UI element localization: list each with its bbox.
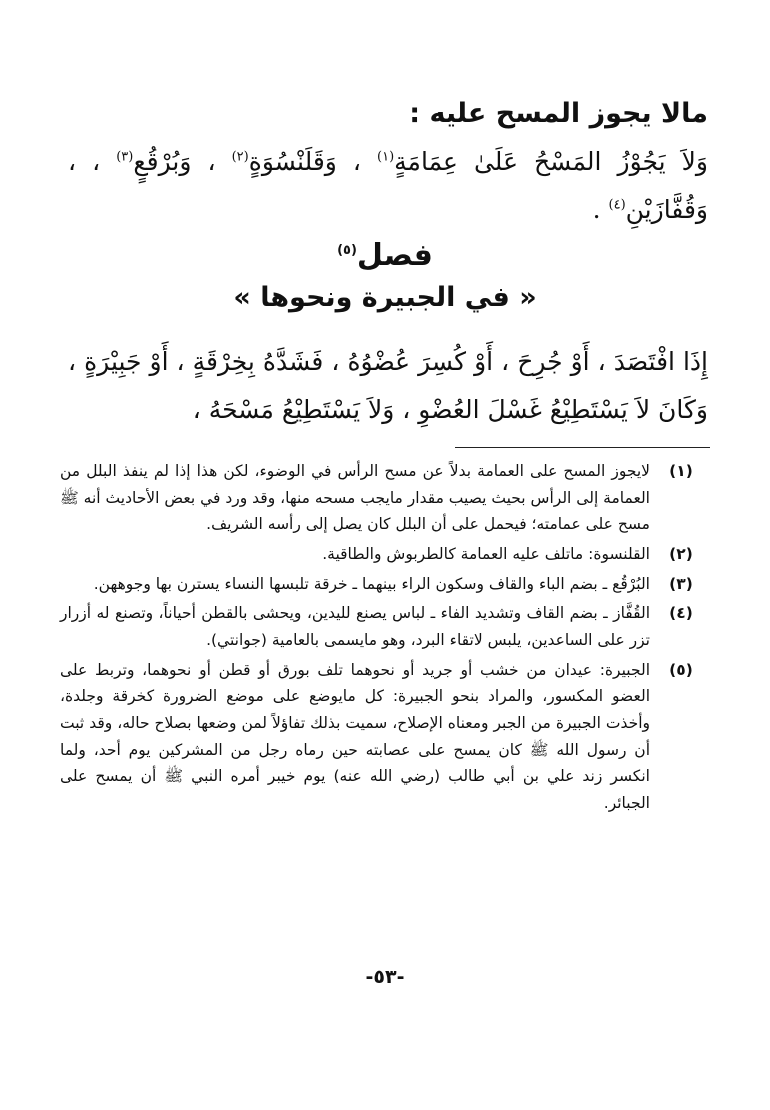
footnote-text: القلنسوة: ماتلف عليه العمامة كالطربوش والطاقية. <box>322 544 650 563</box>
main-text-fragment: وَلاَ يَجُوْزُ المَسْحُ عَلَىٰ عِمَامَةٍ <box>394 147 708 176</box>
footnote-number: (٣) <box>669 574 693 593</box>
footnotes-list <box>60 458 712 820</box>
footnote-ref-4: (٤) <box>608 197 626 213</box>
page-number: -٥٣- <box>365 966 405 988</box>
footnote-ref-1: (١) <box>377 149 395 165</box>
footnote-ref-3: (٣) <box>116 149 134 165</box>
footnote-number: (١) <box>669 462 693 480</box>
footnote-divider <box>455 447 710 448</box>
footnote-item <box>60 458 712 538</box>
main-text-paragraph-2: إِذَا افْتَصَدَ ، أَوْ جُرِحَ ، أَوْ كُسِرَ عُضْوُهُ ، فَشَدَّهُ بِخِرْقَةٍ ، أَوْ جَبِيْرَةٍ ، وَكَانَ لاَ يَسْتَطِيْعُ غَسْلَ العُضْوِ ، وَلاَ يَسْتَطِيْعُ مَسْحَهُ ، <box>68 347 708 424</box>
main-text-fragment: ، وَقَلَنْسُوَةٍ <box>248 147 361 176</box>
footnote-text: لايجوز المسح على العمامة بدلاً عن مسح الرأس في الوضوء، لكن هذا إذا لم ينفذ البلل من العمامة إلى الرأس بحيث يصيب مقدار مايجب مسحه منها، وقد ورد في بعض الأحاديث أنه ﷺ مسح على عمامته؛ فيحمل على أن البلل كان يصل إلى رأسه الشريف. <box>60 462 650 534</box>
footnote-text: القُفَّاز ـ بضم القاف وتشديد الفاء ـ لباس يصنع لليدين، ويحشى بالقطن أحياناً، وتصنع له أزرار تزر على الساعدين، يلبس لاتقاء البرد، وهو مايسمى بالعامية (جوانتي). <box>60 604 650 649</box>
main-text-fragment: ، وَبُرْقُعٍ <box>133 147 216 176</box>
chapter-subtitle: « في الجبيرة ونحوها » <box>233 282 537 313</box>
footnote-item <box>60 600 712 653</box>
main-text-fragment: ، وَقُفَّازَيْنِ <box>68 147 708 224</box>
footnote-number: (٢) <box>669 544 693 563</box>
footnote-text: البُرْقُع ـ بضم الباء والقاف وسكون الراء بينهما ـ خرقة تلبسها النساء يسترن بها وجوههن. <box>93 574 650 593</box>
chapter-title: فصل <box>356 238 433 273</box>
main-text-fragment: . <box>592 194 601 224</box>
footnote-text: الجبيرة: عيدان من خشب أو جريد أو نحوهما تلف بورق أو قطن أو نحوهما، وتربط على العضو المكسور، والمراد بنحو الجبيرة: كل مايوضع على موضع الضرورة كخرقة وجلدة، وأخذت الجبيرة من الجبر ومعناه الإصلاح، سميت بذلك تفاؤلاً لمن وضعها بصلاح حاله، وقد ثبت أن رسول الله ﷺ كان يمسح على عصابته حين رماه رجل من المشركين يوم أحد، ولما انكسر زند علي بن أبي طالب (رضي الله عنه) يوم خيبر أمره النبي ﷺ أن يمسح على الجبائر. <box>60 660 650 812</box>
footnote-item <box>60 541 712 568</box>
footnote-ref-2: (٢) <box>231 149 249 165</box>
section-heading: مالا يجوز المسح عليه : <box>409 98 708 129</box>
footnote-ref-5: (٥) <box>337 243 357 258</box>
chapter-heading <box>0 238 770 273</box>
footnote-item <box>60 657 712 817</box>
main-text-paragraph-1: وَلاَ يَجُوْزُ المَسْحُ عَلَىٰ عِمَامَةٍ$^{(١)}$ ، وَقَلَنْسُوَةٍ$^{(٢)}$ ، وَبُرْقُعٍ$^{(٣)}$ ، ، وَقُفَّازَيْنِ$^{(٤)}$ . <box>68 147 708 224</box>
footnote-number: (٥) <box>669 660 693 679</box>
footnote-item <box>60 571 712 598</box>
footnote-number: (٤) <box>669 604 693 623</box>
